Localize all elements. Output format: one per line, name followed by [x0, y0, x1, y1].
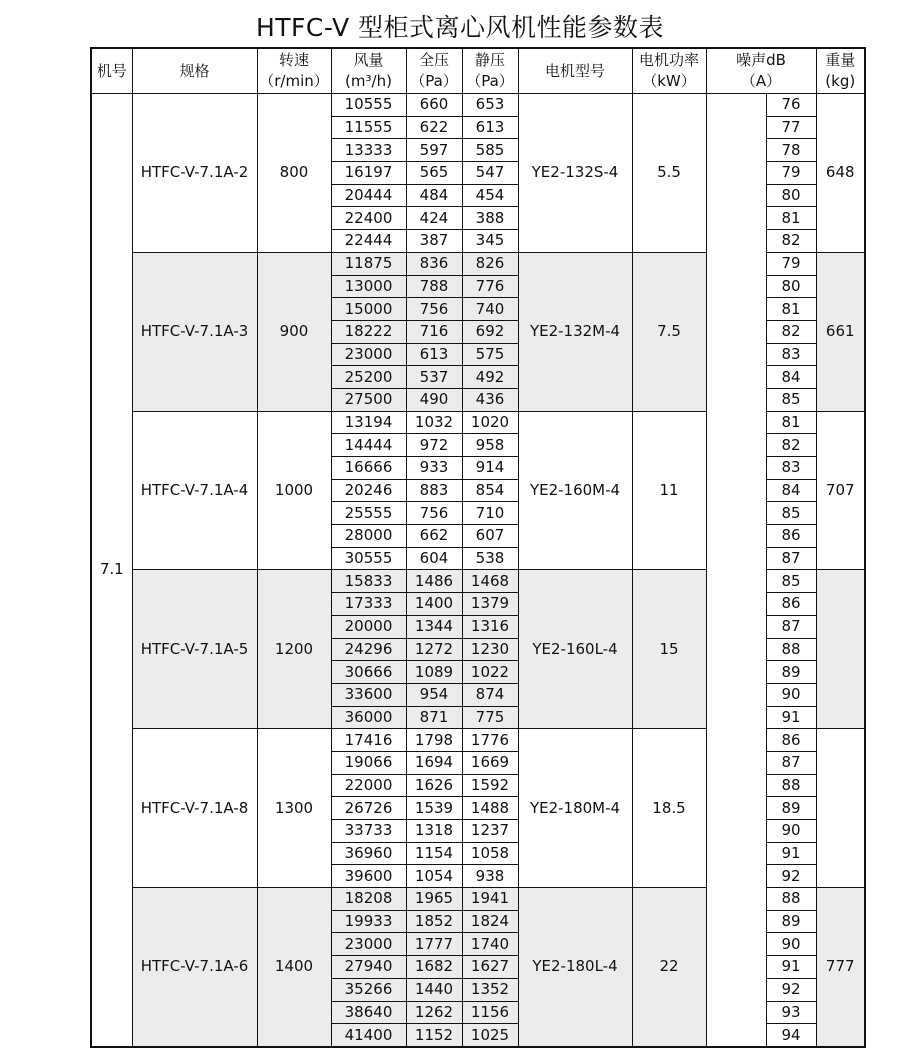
motor-model-cell: YE2-160M-4 [518, 411, 632, 570]
table-body [91, 94, 865, 1047]
total-pressure-cell: 1965 [406, 888, 462, 911]
static-pressure-cell: 492 [462, 366, 518, 389]
airflow-cell: 39600 [331, 865, 406, 888]
noise-spacer-cell [706, 320, 766, 343]
total-pressure-cell: 490 [406, 388, 462, 411]
airflow-cell: 28000 [331, 525, 406, 548]
noise-spacer-cell [706, 207, 766, 230]
noise-spacer-cell [706, 615, 766, 638]
table-row [91, 729, 865, 752]
noise-cell: 90 [766, 933, 816, 956]
static-pressure-cell: 1379 [462, 593, 518, 616]
airflow-cell: 11555 [331, 116, 406, 139]
noise-spacer-cell [706, 230, 766, 253]
motor-power-cell: 7.5 [632, 252, 706, 411]
noise-spacer-cell [706, 774, 766, 797]
noise-spacer-cell [706, 593, 766, 616]
total-pressure-cell: 756 [406, 298, 462, 321]
noise-cell: 77 [766, 116, 816, 139]
noise-spacer-cell [706, 162, 766, 185]
noise-spacer-cell [706, 910, 766, 933]
airflow-cell: 38640 [331, 1001, 406, 1024]
performance-table [90, 47, 866, 1048]
noise-spacer-cell [706, 865, 766, 888]
total-pressure-cell: 1318 [406, 820, 462, 843]
noise-spacer-cell [706, 570, 766, 593]
total-pressure-cell: 1852 [406, 910, 462, 933]
header-speed-line: 转速 [278, 51, 309, 69]
header-machine-no [91, 48, 132, 94]
noise-cell: 88 [766, 888, 816, 911]
airflow-cell: 33600 [331, 683, 406, 706]
total-pressure-cell: 662 [406, 525, 462, 548]
motor-power-cell: 18.5 [632, 729, 706, 888]
weight-cell [816, 729, 865, 888]
header-airflow-line: (m³/h) [345, 72, 392, 90]
motor-model-cell: YE2-132S-4 [518, 94, 632, 253]
total-pressure-cell: 1152 [406, 1024, 462, 1047]
header-speed [257, 48, 331, 94]
airflow-cell: 17333 [331, 593, 406, 616]
static-pressure-cell: 1592 [462, 774, 518, 797]
motor-power-cell: 11 [632, 411, 706, 570]
noise-cell: 85 [766, 502, 816, 525]
static-pressure-cell: 436 [462, 388, 518, 411]
speed-cell: 900 [257, 252, 331, 411]
noise-spacer-cell [706, 479, 766, 502]
header-machine-no-line: 机号 [96, 61, 127, 80]
static-pressure-cell: 585 [462, 139, 518, 162]
motor-model-cell: YE2-180M-4 [518, 729, 632, 888]
noise-spacer-cell [706, 797, 766, 820]
airflow-cell: 13194 [331, 411, 406, 434]
static-pressure-cell: 345 [462, 230, 518, 253]
airflow-cell: 16666 [331, 457, 406, 480]
static-pressure-cell: 613 [462, 116, 518, 139]
noise-spacer-cell [706, 1001, 766, 1024]
total-pressure-cell: 716 [406, 320, 462, 343]
noise-cell: 91 [766, 956, 816, 979]
noise-cell: 86 [766, 525, 816, 548]
airflow-cell: 25555 [331, 502, 406, 525]
static-pressure-cell: 692 [462, 320, 518, 343]
total-pressure-cell: 1089 [406, 661, 462, 684]
table-header-row [91, 48, 865, 94]
noise-cell: 79 [766, 252, 816, 275]
table-row [91, 94, 865, 117]
airflow-cell: 13000 [331, 275, 406, 298]
speed-cell: 1400 [257, 888, 331, 1047]
static-pressure-cell: 1156 [462, 1001, 518, 1024]
noise-spacer-cell [706, 343, 766, 366]
table-row [91, 570, 865, 593]
motor-model-cell: YE2-180L-4 [518, 888, 632, 1047]
noise-spacer-cell [706, 706, 766, 729]
total-pressure-cell: 972 [406, 434, 462, 457]
noise-cell: 81 [766, 411, 816, 434]
static-pressure-cell: 1627 [462, 956, 518, 979]
noise-cell: 87 [766, 751, 816, 774]
airflow-cell: 19933 [331, 910, 406, 933]
total-pressure-cell: 1054 [406, 865, 462, 888]
header-noise-line: 噪声dB [736, 51, 786, 69]
spec-cell: HTFC-V-7.1A-6 [132, 888, 257, 1047]
static-pressure-cell: 710 [462, 502, 518, 525]
noise-spacer-cell [706, 638, 766, 661]
noise-spacer-cell [706, 388, 766, 411]
noise-cell: 93 [766, 1001, 816, 1024]
speed-cell: 800 [257, 94, 331, 253]
noise-spacer-cell [706, 252, 766, 275]
noise-cell: 81 [766, 298, 816, 321]
noise-cell: 78 [766, 139, 816, 162]
header-airflow [331, 48, 406, 94]
static-pressure-cell: 1941 [462, 888, 518, 911]
static-pressure-cell: 874 [462, 683, 518, 706]
airflow-cell: 15833 [331, 570, 406, 593]
airflow-cell: 22000 [331, 774, 406, 797]
noise-cell: 83 [766, 457, 816, 480]
noise-cell: 80 [766, 184, 816, 207]
airflow-cell: 36960 [331, 842, 406, 865]
total-pressure-cell: 1777 [406, 933, 462, 956]
noise-spacer-cell [706, 661, 766, 684]
table-row [91, 411, 865, 434]
noise-spacer-cell [706, 729, 766, 752]
total-pressure-cell: 537 [406, 366, 462, 389]
static-pressure-cell: 1022 [462, 661, 518, 684]
table-row [91, 252, 865, 275]
spec-cell: HTFC-V-7.1A-8 [132, 729, 257, 888]
header-static-pressure [462, 48, 518, 94]
header-speed-line: （r/min） [259, 72, 329, 90]
header-motor-model-line: 电机型号 [544, 61, 605, 80]
airflow-cell: 36000 [331, 706, 406, 729]
header-noise [706, 48, 816, 94]
total-pressure-cell: 484 [406, 184, 462, 207]
total-pressure-cell: 1626 [406, 774, 462, 797]
header-airflow-line: 风量 [353, 51, 384, 69]
airflow-cell: 30555 [331, 547, 406, 570]
airflow-cell: 27940 [331, 956, 406, 979]
noise-spacer-cell [706, 1024, 766, 1047]
total-pressure-cell: 622 [406, 116, 462, 139]
noise-spacer-cell [706, 888, 766, 911]
noise-cell: 88 [766, 638, 816, 661]
header-weight-line: (kg) [825, 72, 856, 90]
airflow-cell: 33733 [331, 820, 406, 843]
header-spec-line: 规格 [179, 61, 210, 80]
spec-cell: HTFC-V-7.1A-5 [132, 570, 257, 729]
total-pressure-cell: 565 [406, 162, 462, 185]
static-pressure-cell: 775 [462, 706, 518, 729]
noise-spacer-cell [706, 956, 766, 979]
airflow-cell: 19066 [331, 751, 406, 774]
static-pressure-cell: 1316 [462, 615, 518, 638]
noise-spacer-cell [706, 978, 766, 1001]
static-pressure-cell: 1025 [462, 1024, 518, 1047]
total-pressure-cell: 1486 [406, 570, 462, 593]
header-static-pressure-line: （Pa） [466, 72, 514, 90]
total-pressure-cell: 1440 [406, 978, 462, 1001]
header-motor-power [632, 48, 706, 94]
noise-cell: 82 [766, 434, 816, 457]
airflow-cell: 18222 [331, 320, 406, 343]
noise-spacer-cell [706, 547, 766, 570]
airflow-cell: 22400 [331, 207, 406, 230]
spec-cell: HTFC-V-7.1A-2 [132, 94, 257, 253]
airflow-cell: 20000 [331, 615, 406, 638]
total-pressure-cell: 836 [406, 252, 462, 275]
total-pressure-cell: 1798 [406, 729, 462, 752]
static-pressure-cell: 547 [462, 162, 518, 185]
header-weight-line: 重量 [825, 51, 856, 69]
weight-cell: 661 [816, 252, 865, 411]
motor-model-cell: YE2-160L-4 [518, 570, 632, 729]
airflow-cell: 17416 [331, 729, 406, 752]
total-pressure-cell: 1400 [406, 593, 462, 616]
noise-cell: 91 [766, 706, 816, 729]
static-pressure-cell: 653 [462, 94, 518, 117]
motor-power-cell: 15 [632, 570, 706, 729]
spec-cell: HTFC-V-7.1A-4 [132, 411, 257, 570]
static-pressure-cell: 1669 [462, 751, 518, 774]
airflow-cell: 11875 [331, 252, 406, 275]
static-pressure-cell: 938 [462, 865, 518, 888]
static-pressure-cell: 1488 [462, 797, 518, 820]
noise-cell: 84 [766, 479, 816, 502]
noise-spacer-cell [706, 502, 766, 525]
total-pressure-cell: 597 [406, 139, 462, 162]
noise-spacer-cell [706, 820, 766, 843]
airflow-cell: 18208 [331, 888, 406, 911]
airflow-cell: 10555 [331, 94, 406, 117]
airflow-cell: 25200 [331, 366, 406, 389]
airflow-cell: 20444 [331, 184, 406, 207]
speed-cell: 1300 [257, 729, 331, 888]
static-pressure-cell: 454 [462, 184, 518, 207]
total-pressure-cell: 1682 [406, 956, 462, 979]
total-pressure-cell: 1539 [406, 797, 462, 820]
page-title: HTFC-V 型柜式离心风机性能参数表 [255, 13, 664, 42]
noise-cell: 86 [766, 729, 816, 752]
noise-cell: 79 [766, 162, 816, 185]
total-pressure-cell: 1344 [406, 615, 462, 638]
static-pressure-cell: 914 [462, 457, 518, 480]
noise-spacer-cell [706, 751, 766, 774]
total-pressure-cell: 871 [406, 706, 462, 729]
total-pressure-cell: 387 [406, 230, 462, 253]
table-row [91, 888, 865, 911]
airflow-cell: 24296 [331, 638, 406, 661]
noise-spacer-cell [706, 116, 766, 139]
noise-spacer-cell [706, 525, 766, 548]
noise-spacer-cell [706, 94, 766, 117]
noise-spacer-cell [706, 683, 766, 706]
header-motor-power-line: （kW） [642, 72, 696, 90]
total-pressure-cell: 1262 [406, 1001, 462, 1024]
static-pressure-cell: 1058 [462, 842, 518, 865]
header-noise-line: （A） [740, 72, 782, 90]
noise-spacer-cell [706, 411, 766, 434]
motor-model-cell: YE2-132M-4 [518, 252, 632, 411]
total-pressure-cell: 424 [406, 207, 462, 230]
header-motor-power-line: 电机功率 [638, 51, 699, 69]
static-pressure-cell: 854 [462, 479, 518, 502]
noise-cell: 87 [766, 615, 816, 638]
static-pressure-cell: 538 [462, 547, 518, 570]
total-pressure-cell: 788 [406, 275, 462, 298]
static-pressure-cell: 1352 [462, 978, 518, 1001]
noise-cell: 85 [766, 570, 816, 593]
machine-no-cell: 7.1 [91, 94, 132, 1047]
noise-spacer-cell [706, 842, 766, 865]
noise-cell: 86 [766, 593, 816, 616]
noise-cell: 89 [766, 661, 816, 684]
noise-cell: 84 [766, 366, 816, 389]
noise-cell: 76 [766, 94, 816, 117]
header-total-pressure-line: 全压 [418, 51, 449, 69]
airflow-cell: 35266 [331, 978, 406, 1001]
static-pressure-cell: 1468 [462, 570, 518, 593]
weight-cell [816, 570, 865, 729]
header-total-pressure-line: （Pa） [410, 72, 458, 90]
static-pressure-cell: 1824 [462, 910, 518, 933]
noise-cell: 83 [766, 343, 816, 366]
weight-cell: 707 [816, 411, 865, 570]
airflow-cell: 20246 [331, 479, 406, 502]
noise-cell: 80 [766, 275, 816, 298]
noise-cell: 92 [766, 978, 816, 1001]
header-static-pressure-line: 静压 [474, 51, 505, 69]
noise-cell: 85 [766, 388, 816, 411]
static-pressure-cell: 826 [462, 252, 518, 275]
noise-cell: 82 [766, 320, 816, 343]
noise-spacer-cell [706, 933, 766, 956]
static-pressure-cell: 1230 [462, 638, 518, 661]
header-spec [132, 48, 257, 94]
static-pressure-cell: 388 [462, 207, 518, 230]
weight-cell: 648 [816, 94, 865, 253]
noise-cell: 87 [766, 547, 816, 570]
airflow-cell: 41400 [331, 1024, 406, 1047]
static-pressure-cell: 607 [462, 525, 518, 548]
static-pressure-cell: 740 [462, 298, 518, 321]
total-pressure-cell: 1272 [406, 638, 462, 661]
total-pressure-cell: 604 [406, 547, 462, 570]
static-pressure-cell: 1237 [462, 820, 518, 843]
total-pressure-cell: 1032 [406, 411, 462, 434]
total-pressure-cell: 883 [406, 479, 462, 502]
static-pressure-cell: 1020 [462, 411, 518, 434]
noise-cell: 90 [766, 683, 816, 706]
noise-spacer-cell [706, 275, 766, 298]
airflow-cell: 23000 [331, 343, 406, 366]
header-motor-model [518, 48, 632, 94]
motor-power-cell: 22 [632, 888, 706, 1047]
static-pressure-cell: 575 [462, 343, 518, 366]
header-weight [816, 48, 865, 94]
total-pressure-cell: 933 [406, 457, 462, 480]
noise-cell: 91 [766, 842, 816, 865]
noise-cell: 94 [766, 1024, 816, 1047]
airflow-cell: 27500 [331, 388, 406, 411]
noise-cell: 92 [766, 865, 816, 888]
total-pressure-cell: 954 [406, 683, 462, 706]
noise-cell: 82 [766, 230, 816, 253]
noise-spacer-cell [706, 139, 766, 162]
noise-cell: 89 [766, 797, 816, 820]
noise-spacer-cell [706, 184, 766, 207]
total-pressure-cell: 1154 [406, 842, 462, 865]
speed-cell: 1000 [257, 411, 331, 570]
airflow-cell: 16197 [331, 162, 406, 185]
static-pressure-cell: 958 [462, 434, 518, 457]
noise-spacer-cell [706, 457, 766, 480]
noise-cell: 90 [766, 820, 816, 843]
noise-cell: 89 [766, 910, 816, 933]
static-pressure-cell: 776 [462, 275, 518, 298]
spec-cell: HTFC-V-7.1A-3 [132, 252, 257, 411]
airflow-cell: 23000 [331, 933, 406, 956]
noise-cell: 88 [766, 774, 816, 797]
airflow-cell: 14444 [331, 434, 406, 457]
airflow-cell: 30666 [331, 661, 406, 684]
total-pressure-cell: 613 [406, 343, 462, 366]
header-total-pressure [406, 48, 462, 94]
noise-spacer-cell [706, 434, 766, 457]
total-pressure-cell: 1694 [406, 751, 462, 774]
noise-cell: 81 [766, 207, 816, 230]
airflow-cell: 15000 [331, 298, 406, 321]
noise-spacer-cell [706, 366, 766, 389]
airflow-cell: 26726 [331, 797, 406, 820]
speed-cell: 1200 [257, 570, 331, 729]
airflow-cell: 13333 [331, 139, 406, 162]
total-pressure-cell: 756 [406, 502, 462, 525]
static-pressure-cell: 1740 [462, 933, 518, 956]
noise-spacer-cell [706, 298, 766, 321]
total-pressure-cell: 660 [406, 94, 462, 117]
airflow-cell: 22444 [331, 230, 406, 253]
static-pressure-cell: 1776 [462, 729, 518, 752]
motor-power-cell: 5.5 [632, 94, 706, 253]
weight-cell: 777 [816, 888, 865, 1047]
